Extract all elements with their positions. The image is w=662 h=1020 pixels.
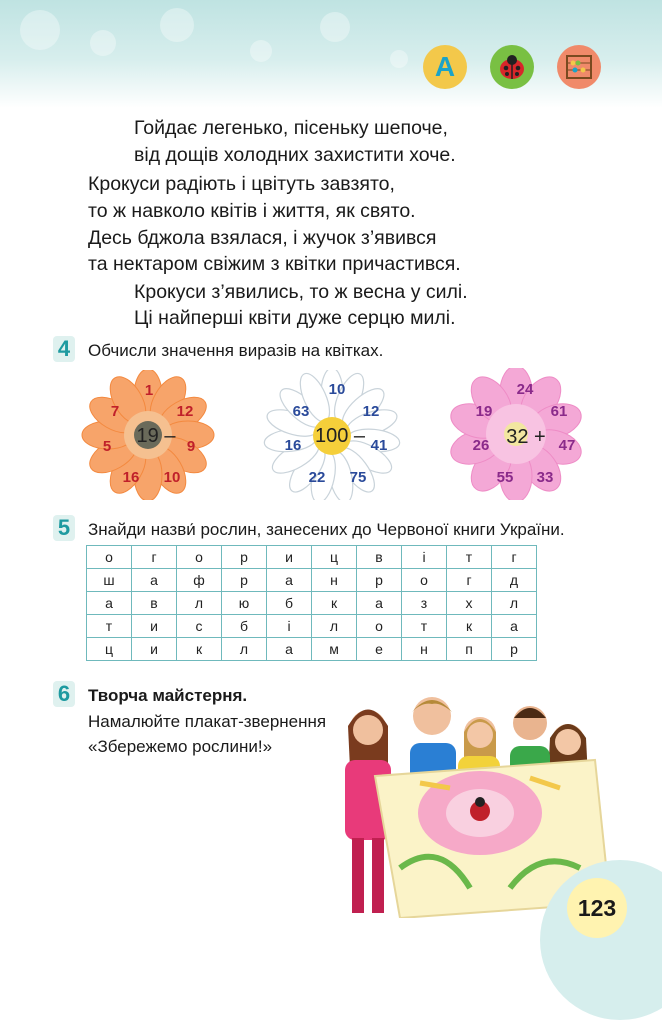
flower-number: 12 bbox=[362, 403, 380, 420]
grid-cell: т bbox=[402, 615, 447, 638]
task-number: 6 bbox=[53, 681, 75, 707]
grid-cell: о bbox=[402, 569, 447, 592]
flower-number: 5 bbox=[102, 438, 112, 455]
abacus-icon bbox=[565, 54, 593, 80]
grid-cell: ц bbox=[87, 638, 132, 661]
flower-number: 7 bbox=[110, 403, 120, 420]
task-instruction: Намалюйте плакат-звернення bbox=[88, 712, 327, 731]
grid-cell: м bbox=[312, 638, 357, 661]
poem-line: Крокуси радіють і цвітуть завзято, bbox=[88, 173, 395, 195]
task-number: 5 bbox=[53, 515, 75, 541]
grid-cell: а bbox=[492, 615, 537, 638]
flower-number: 24 bbox=[516, 381, 534, 398]
poem-line: то ж навколо квітів і життя, як свято. bbox=[88, 200, 416, 222]
grid-cell: р bbox=[222, 546, 267, 569]
task-title: Творча майстерня. bbox=[88, 686, 248, 705]
poem-line: Крокуси з’явились, то ж весна у силі. bbox=[134, 281, 468, 303]
grid-cell: а bbox=[267, 638, 312, 661]
grid-cell: к bbox=[177, 638, 222, 661]
grid-cell: з bbox=[402, 592, 447, 615]
grid-row bbox=[87, 546, 537, 569]
flower-number: 55 bbox=[496, 469, 514, 486]
grid-cell: в bbox=[357, 546, 402, 569]
poem-line: Ці найперші квіти дуже серцю милі. bbox=[134, 307, 456, 329]
grid-cell: ю bbox=[222, 592, 267, 615]
grid-cell: н bbox=[312, 569, 357, 592]
flower-number: 75 bbox=[349, 469, 367, 486]
grid-cell: л bbox=[222, 638, 267, 661]
grid-cell: г bbox=[132, 546, 177, 569]
grid-cell: и bbox=[132, 638, 177, 661]
flower-number: 63 bbox=[292, 403, 310, 420]
grid-cell: б bbox=[222, 615, 267, 638]
poem-line: Гойдає легенько, пісеньку шепоче, bbox=[134, 117, 448, 139]
grid-cell: т bbox=[87, 615, 132, 638]
flower-pink bbox=[446, 368, 586, 500]
flower-number: 41 bbox=[370, 437, 388, 454]
flower-number: 19 bbox=[475, 403, 493, 420]
grid-row bbox=[87, 615, 537, 638]
flower-number: 26 bbox=[472, 437, 490, 454]
grid-cell: п bbox=[447, 638, 492, 661]
flower-number: 22 bbox=[308, 469, 326, 486]
poem-line: та нектаром свіжим з квітки причастився. bbox=[88, 253, 461, 275]
flower-number: 1 bbox=[144, 382, 154, 399]
grid-cell: с bbox=[177, 615, 222, 638]
grid-cell: г bbox=[447, 569, 492, 592]
grid-cell: н bbox=[402, 638, 447, 661]
poem-line: Десь бджола взялася, і жучок з’явився bbox=[88, 227, 437, 249]
grid-cell: в bbox=[132, 592, 177, 615]
flower-number: 9 bbox=[186, 438, 196, 455]
flower-number: 47 bbox=[558, 437, 576, 454]
flower-expression: 32 + bbox=[506, 426, 546, 448]
grid-cell: а bbox=[132, 569, 177, 592]
grid-row bbox=[87, 569, 537, 592]
grid-cell: д bbox=[492, 569, 537, 592]
flower-number: 61 bbox=[550, 403, 568, 420]
grid-cell: к bbox=[447, 615, 492, 638]
flower-daisy bbox=[262, 370, 402, 500]
flower-orange bbox=[78, 370, 218, 500]
poem-line: від дощів холодних захистити хоче. bbox=[134, 144, 456, 166]
task-instruction: «Збережемо рослини!» bbox=[88, 737, 273, 756]
flower-number: 16 bbox=[122, 469, 140, 486]
grid-cell: о bbox=[87, 546, 132, 569]
grid-cell: ф bbox=[177, 569, 222, 592]
letter-grid bbox=[86, 545, 537, 661]
ladybug-icon bbox=[497, 54, 527, 80]
grid-cell: т bbox=[447, 546, 492, 569]
grid-cell: о bbox=[177, 546, 222, 569]
grid-cell: ц bbox=[312, 546, 357, 569]
grid-cell: і bbox=[267, 615, 312, 638]
grid-cell: х bbox=[447, 592, 492, 615]
grid-cell: г bbox=[492, 546, 537, 569]
grid-cell: и bbox=[267, 546, 312, 569]
grid-cell: о bbox=[357, 615, 402, 638]
task-instruction: Обчисли значення виразів на квітках. bbox=[88, 341, 384, 360]
grid-cell: а bbox=[87, 592, 132, 615]
flower-number: 10 bbox=[163, 469, 181, 486]
flower-expression: 19 – bbox=[136, 425, 176, 447]
grid-row bbox=[87, 638, 537, 661]
grid-cell: ш bbox=[87, 569, 132, 592]
grid-cell: л bbox=[177, 592, 222, 615]
grid-cell: л bbox=[492, 592, 537, 615]
grid-row bbox=[87, 592, 537, 615]
grid-cell: а bbox=[267, 569, 312, 592]
grid-cell: р bbox=[357, 569, 402, 592]
flower-number: 16 bbox=[284, 437, 302, 454]
flower-number: 33 bbox=[536, 469, 554, 486]
task-number: 4 bbox=[53, 336, 75, 362]
grid-cell: р bbox=[222, 569, 267, 592]
grid-cell: р bbox=[492, 638, 537, 661]
task-instruction: Знайди назви́ рослин, занесених до Червоної книги України. bbox=[88, 520, 565, 539]
letter-a-icon: A bbox=[434, 51, 456, 82]
letter-a-badge bbox=[423, 45, 467, 89]
flower-expression: 100 – bbox=[314, 425, 366, 447]
ladybug-badge bbox=[490, 45, 534, 89]
flower-number: 10 bbox=[328, 381, 346, 398]
abacus-badge bbox=[557, 45, 601, 89]
grid-cell: к bbox=[312, 592, 357, 615]
grid-cell: б bbox=[267, 592, 312, 615]
flower-number: 12 bbox=[176, 403, 194, 420]
grid-cell: і bbox=[402, 546, 447, 569]
page-number: 123 bbox=[567, 878, 627, 938]
grid-cell: л bbox=[312, 615, 357, 638]
grid-cell: и bbox=[132, 615, 177, 638]
grid-cell: а bbox=[357, 592, 402, 615]
grid-cell: е bbox=[357, 638, 402, 661]
